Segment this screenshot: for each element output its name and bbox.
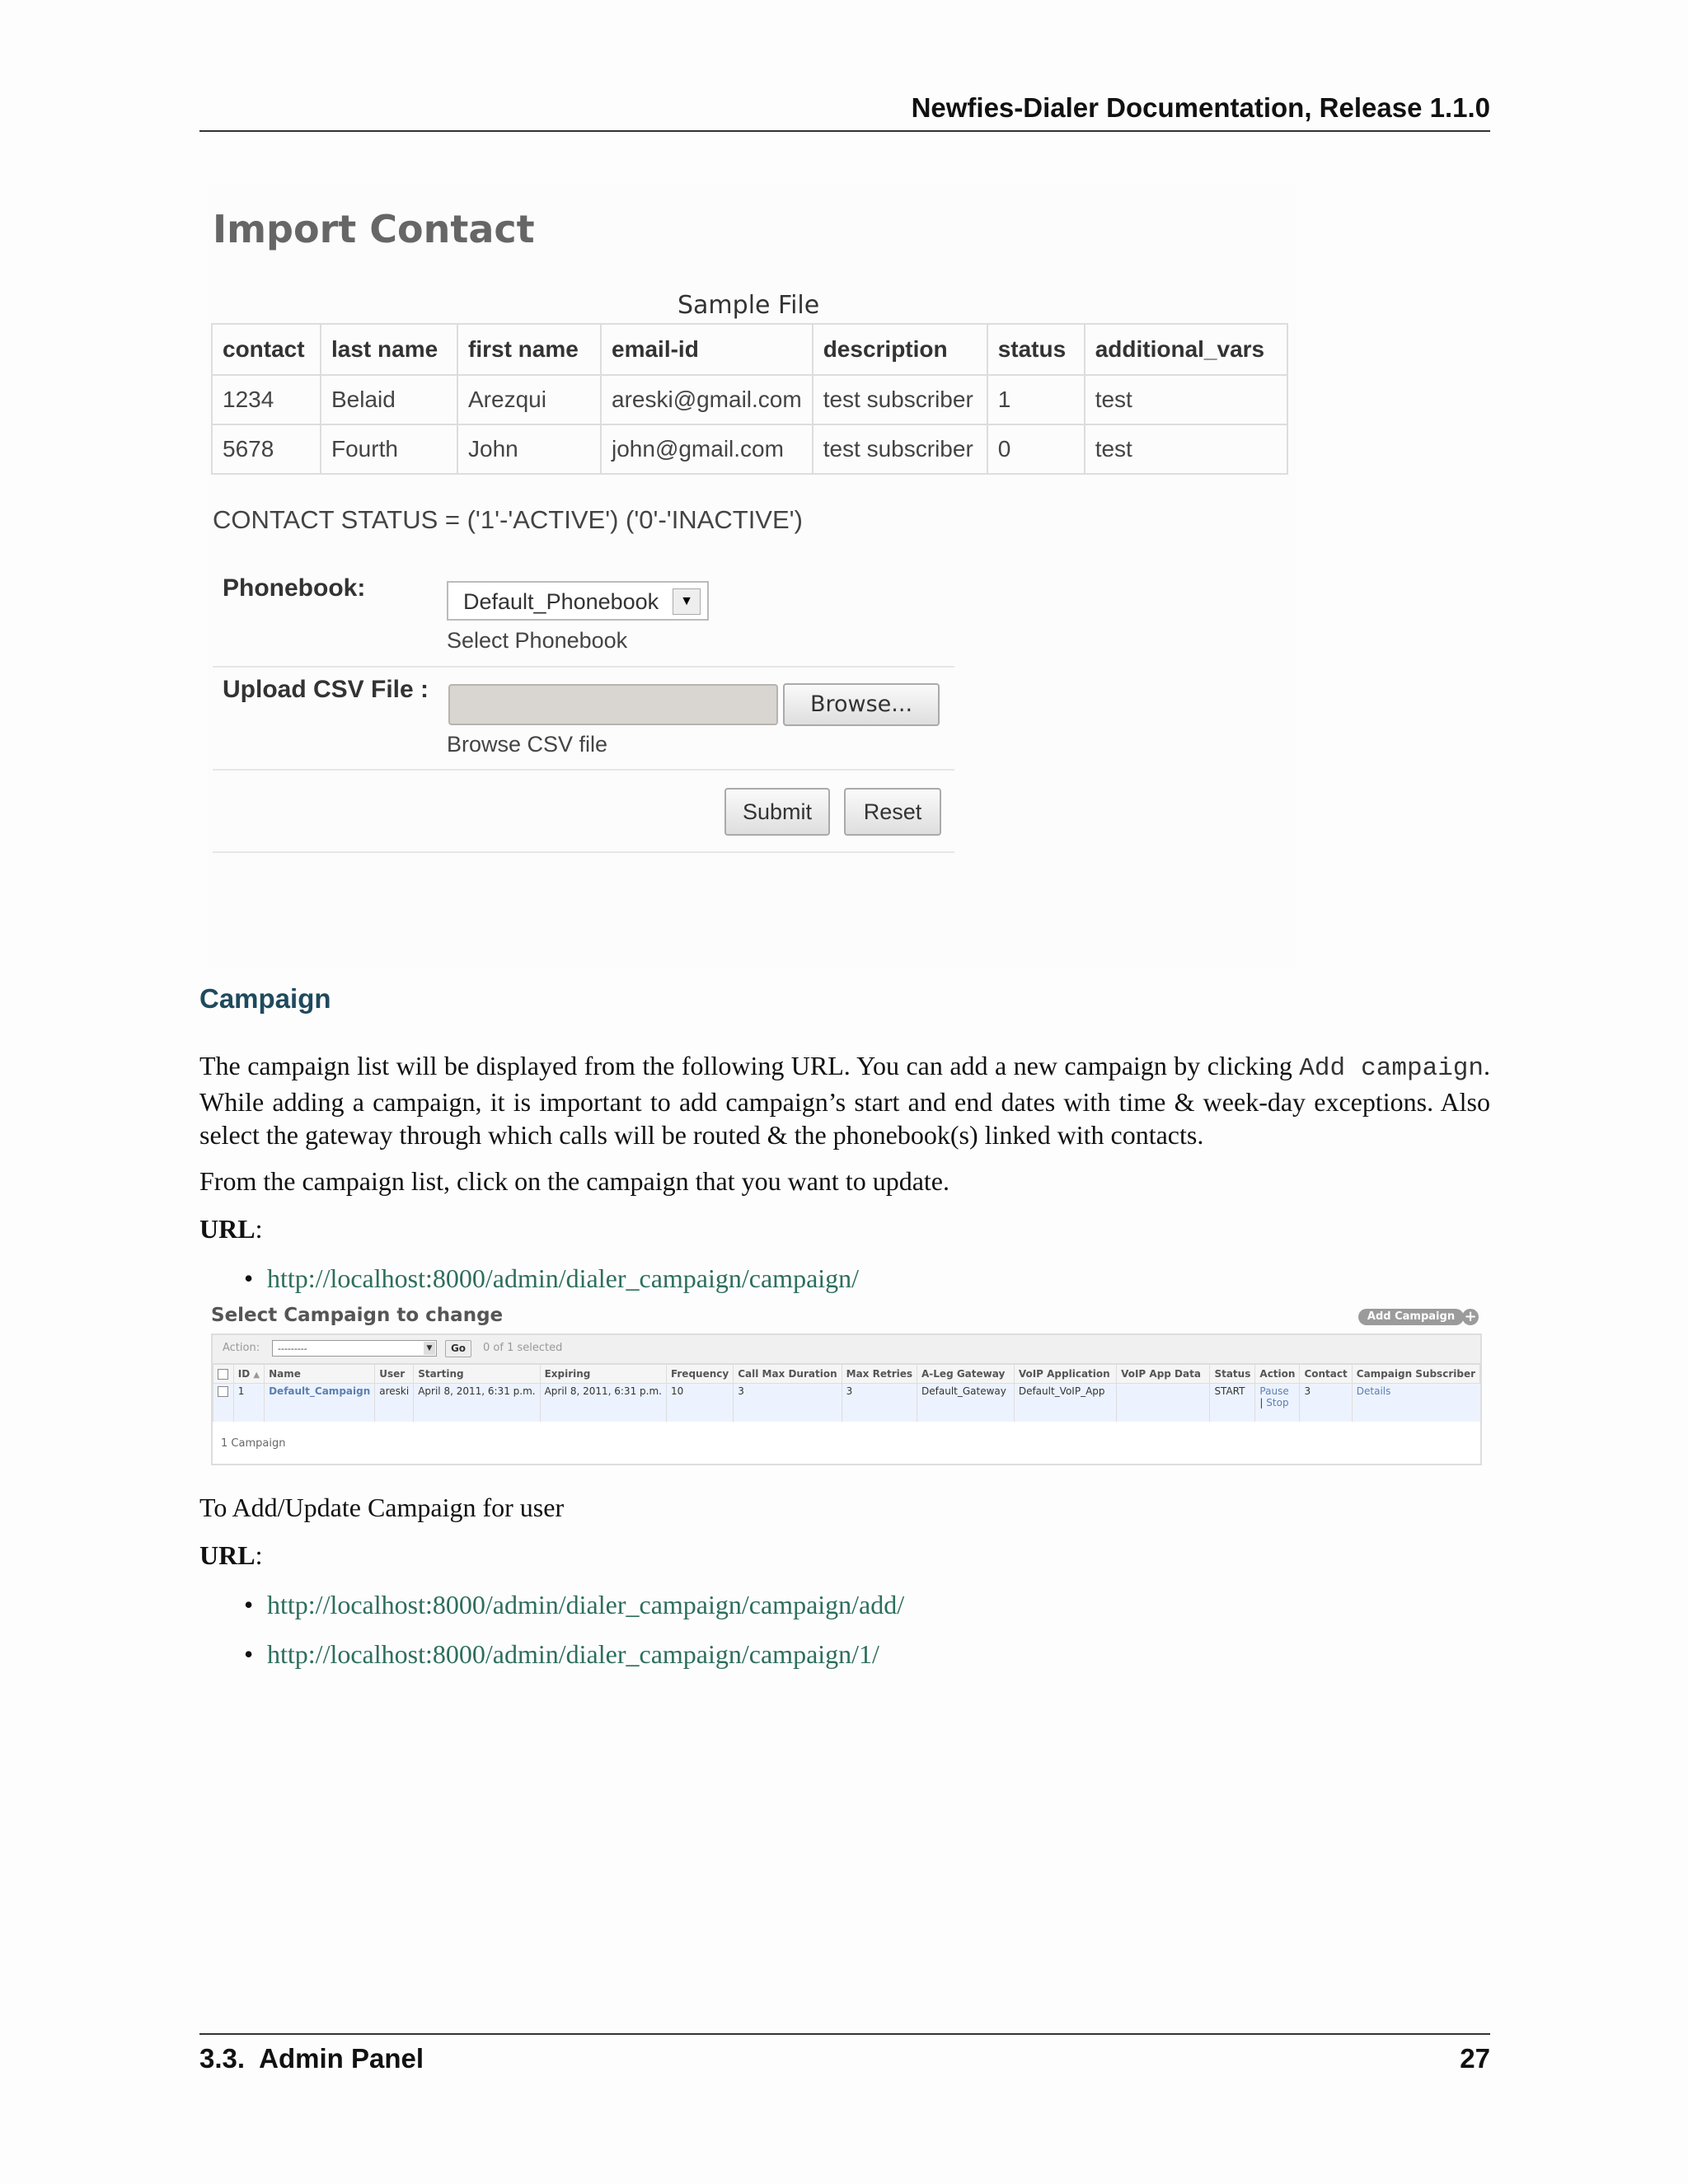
paragraph-text: The campaign list will be displayed from the following URL. You can add a new campaign by clicking	[199, 1051, 1300, 1080]
table-cell: test	[1085, 424, 1287, 474]
campaign-id: 1	[233, 1384, 264, 1422]
column-header[interactable]: Campaign Subscriber	[1352, 1365, 1479, 1384]
chevron-down-icon: ▼	[424, 1342, 435, 1355]
select-all-checkbox[interactable]	[218, 1369, 228, 1380]
column-header: description	[813, 324, 987, 375]
campaign-contact: 3	[1300, 1384, 1352, 1422]
campaign-voip-application: Default_VoIP_App	[1014, 1384, 1116, 1422]
plus-icon[interactable]: +	[1462, 1309, 1479, 1325]
table-cell: test subscriber	[813, 424, 987, 474]
browse-button[interactable]: Browse...	[783, 683, 940, 726]
campaign-starting: April 8, 2011, 6:31 p.m.	[414, 1384, 540, 1422]
table-row	[212, 424, 1287, 474]
campaign-aleg-gateway: Default_Gateway	[917, 1384, 1015, 1422]
column-header[interactable]: User	[375, 1365, 414, 1384]
url-label: URL:	[199, 1214, 263, 1244]
bullet-icon: •	[244, 1639, 254, 1669]
paragraph-text: . While adding a campaign, it is important to add campaign’s start and end dates with time & week-day exceptions. Also select the gateway through which calls will be routed & the phonebook(s) linked with contacts.	[199, 1051, 1490, 1150]
table-header-row	[212, 324, 1287, 375]
submit-button[interactable]: Submit	[724, 788, 830, 836]
table-cell: 1	[987, 375, 1085, 424]
column-header-label: ID	[237, 1368, 251, 1380]
add-campaign-code: Add campaign	[1299, 1054, 1484, 1083]
column-header[interactable]: Max Retries	[842, 1365, 917, 1384]
column-header[interactable]: Name	[265, 1365, 375, 1384]
campaign-status: START	[1210, 1384, 1255, 1422]
page-number: 27	[1460, 2043, 1490, 2074]
column-header: last name	[321, 324, 457, 375]
select-campaign-title: Select Campaign to change	[211, 1305, 504, 1326]
campaign-actions	[1255, 1384, 1300, 1422]
subscriber-details-link[interactable]: Details	[1352, 1384, 1479, 1422]
campaign-name-link[interactable]: Default_Campaign	[265, 1384, 375, 1422]
pause-link[interactable]: Pause	[1259, 1385, 1289, 1397]
form-divider	[213, 851, 954, 853]
actions-bar	[213, 1335, 1480, 1364]
url-label: URL:	[199, 1540, 263, 1570]
go-button[interactable]: Go	[445, 1340, 471, 1357]
stop-link[interactable]: Stop	[1266, 1397, 1289, 1408]
form-divider	[213, 666, 954, 668]
action-separator: |	[1259, 1397, 1264, 1408]
table-cell: 1234	[212, 375, 321, 424]
campaign-list-screenshot	[208, 1301, 1482, 1467]
table-cell: Belaid	[321, 375, 457, 424]
select-all-checkbox-header	[213, 1365, 234, 1384]
running-header: Newfies-Dialer Documentation, Release 1.1.0	[911, 92, 1490, 123]
campaign-frequency: 10	[666, 1384, 733, 1422]
url-label-text: URL	[199, 1214, 256, 1244]
phonebook-help: Select Phonebook	[447, 628, 628, 653]
header-rule	[199, 130, 1490, 132]
table-cell: john@gmail.com	[601, 424, 813, 474]
campaign-list-link[interactable]: http://localhost:8000/admin/dialer_campaign/campaign/	[267, 1263, 860, 1293]
table-cell: John	[457, 424, 601, 474]
column-header: status	[987, 324, 1085, 375]
campaign-add-link[interactable]: http://localhost:8000/admin/dialer_campaign/campaign/add/	[267, 1590, 905, 1619]
action-label: Action:	[223, 1342, 260, 1354]
selected-count: 0 of 1 selected	[483, 1342, 563, 1354]
csv-help: Browse CSV file	[447, 732, 608, 757]
footer-rule	[199, 2033, 1490, 2035]
row-checkbox-cell	[213, 1384, 234, 1422]
table-cell: Fourth	[321, 424, 457, 474]
form-divider	[213, 769, 954, 771]
campaign-count: 1 Campaign	[221, 1437, 286, 1450]
column-header[interactable]: Status	[1210, 1365, 1255, 1384]
update-instruction: From the campaign list, click on the campaign that you want to update.	[199, 1166, 950, 1196]
phonebook-select-value: Default_Phonebook	[463, 589, 659, 614]
add-update-instruction: To Add/Update Campaign for user	[199, 1493, 565, 1522]
campaign-expiring: April 8, 2011, 6:31 p.m.	[540, 1384, 666, 1422]
column-header[interactable]: VoIP Application	[1014, 1365, 1116, 1384]
import-contact-title: Import Contact	[213, 207, 535, 251]
sort-ascending-icon: ▲	[253, 1371, 260, 1380]
campaign-call-max-duration: 3	[734, 1384, 842, 1422]
changelist	[211, 1333, 1482, 1465]
table-cell: test subscriber	[813, 375, 987, 424]
campaign-edit-link[interactable]: http://localhost:8000/admin/dialer_campaign/campaign/1/	[267, 1639, 879, 1669]
table-cell: areski@gmail.com	[601, 375, 813, 424]
reset-button[interactable]: Reset	[844, 788, 941, 836]
campaign-voip-app-data	[1117, 1384, 1210, 1422]
campaign-table	[213, 1364, 1480, 1422]
action-select[interactable]	[272, 1340, 437, 1357]
campaign-user: areski	[375, 1384, 414, 1422]
column-header[interactable]: Call Max Duration	[734, 1365, 842, 1384]
column-header[interactable]: A-Leg Gateway	[917, 1365, 1015, 1384]
chevron-down-icon: ▼	[673, 588, 701, 615]
phonebook-label: Phonebook:	[223, 574, 366, 602]
csv-file-input[interactable]	[448, 684, 778, 725]
contact-status-note: CONTACT STATUS = ('1'-'ACTIVE') ('0'-'INACTIVE')	[213, 505, 803, 534]
column-header[interactable]: VoIP App Data	[1117, 1365, 1210, 1384]
sample-file-table	[211, 323, 1288, 475]
url-label-text: URL	[199, 1540, 256, 1570]
bullet-icon: •	[244, 1263, 254, 1293]
table-cell: 0	[987, 424, 1085, 474]
row-checkbox[interactable]	[218, 1386, 228, 1397]
campaign-heading: Campaign	[199, 983, 331, 1014]
table-cell: 5678	[212, 424, 321, 474]
table-row	[213, 1384, 1480, 1422]
table-cell: test	[1085, 375, 1287, 424]
column-header[interactable]: Expiring	[540, 1365, 666, 1384]
table-header-row	[213, 1365, 1480, 1384]
csv-upload-label: Upload CSV File :	[223, 676, 429, 703]
footer-section-title: 3.3. Admin Panel	[199, 2043, 424, 2074]
add-campaign-button[interactable]: Add Campaign	[1358, 1309, 1464, 1325]
campaign-max-retries: 3	[842, 1384, 917, 1422]
bullet-icon: •	[244, 1590, 254, 1619]
column-header: additional_vars	[1085, 324, 1287, 375]
action-select-value: ---------	[278, 1343, 307, 1354]
column-header-id[interactable]	[233, 1365, 264, 1384]
column-header[interactable]: Starting	[414, 1365, 540, 1384]
table-row	[212, 375, 1287, 424]
campaign-intro-paragraph	[199, 1049, 1490, 1151]
column-header: email-id	[601, 324, 813, 375]
sample-file-caption: Sample File	[678, 291, 820, 320]
column-header[interactable]: Frequency	[666, 1365, 733, 1384]
phonebook-select[interactable]	[447, 581, 709, 621]
import-contact-screenshot	[208, 185, 1296, 968]
column-header[interactable]: Action	[1255, 1365, 1300, 1384]
column-header[interactable]: Contact	[1300, 1365, 1352, 1384]
column-header: contact	[212, 324, 321, 375]
table-cell: Arezqui	[457, 375, 601, 424]
column-header: first name	[457, 324, 601, 375]
